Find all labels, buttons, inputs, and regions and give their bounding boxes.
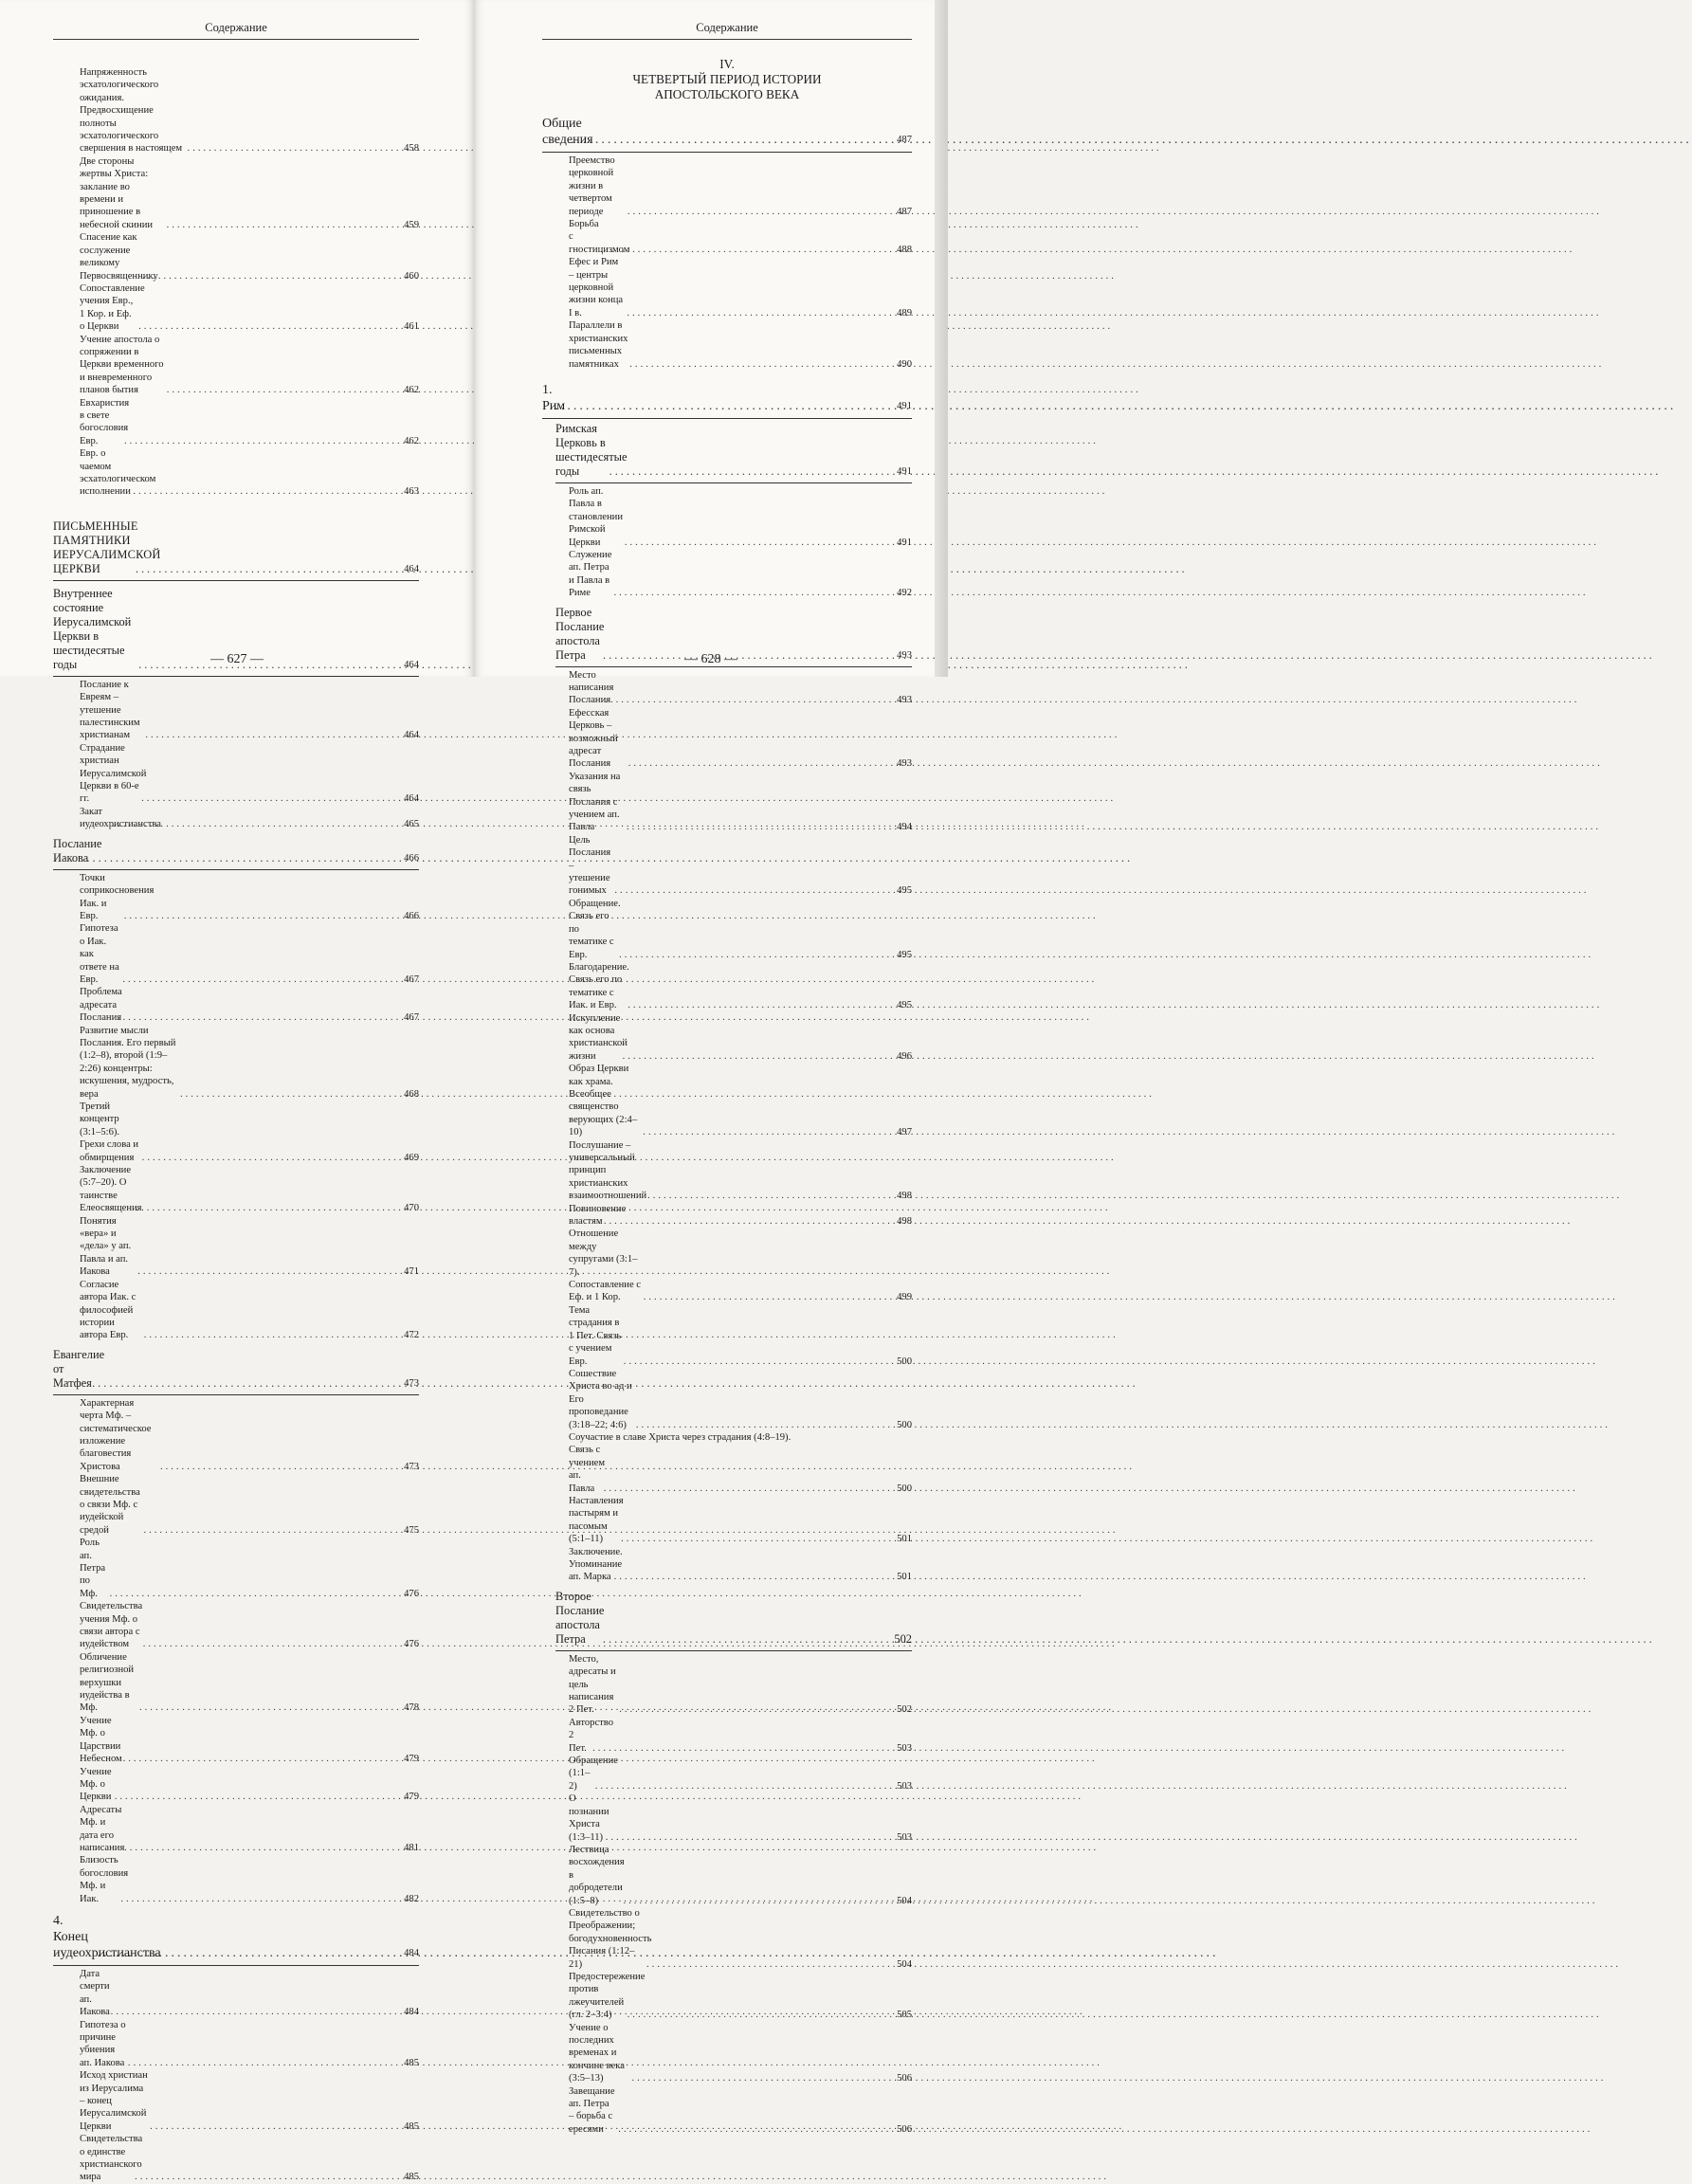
page-number: 502 [894,1631,912,1646]
toc-entry[interactable]: Евр. о чаемом эсхатологическом исполнении ..... 463 [53,447,419,499]
leader-dots [625,821,889,833]
leader-dots [133,2171,396,2183]
toc-entry[interactable]: Гипотеза о причине убиения ап. Иакова ..... 485 [53,2019,419,2070]
leader-dots [628,358,889,371]
toc-entry[interactable]: Учение о последних временах и кончине века (3:5–13) ..... 506 [542,2022,912,2085]
page-number: 487 [897,206,912,217]
toc-entry[interactable]: Дата смерти ап. Иакова ..... 484 [53,1968,419,2019]
left-page [0,0,474,2183]
toc-entry[interactable]: Развитие мысли Послания. Его первый (1:2–8), второй (1:9–2:26) концентры: искушения, мудрость, вера ..... 468 [53,1025,419,1101]
toc-chapter[interactable]: Общие сведения ..... 487 [542,116,912,148]
leader-dots [122,435,396,447]
leader-dots [593,1780,889,1793]
toc-entry[interactable]: Гипотеза о Иак. как ответе на Евр. ..... 467 [53,922,419,986]
page-number: 471 [404,1266,419,1278]
toc-entry[interactable]: Место, адресаты и цель написания 2 Пет. ..... 502 [542,1653,912,1717]
toc-entry[interactable]: Авторство 2 Пет. ..... 503 [542,1717,912,1755]
toc-chapter[interactable]: ПИСЬМЕННЫЕ ПАМЯТНИКИ ИЕРУСАЛИМСКОЙ ЦЕРКВИ ..... 464 [53,519,419,576]
toc-entry[interactable]: Сопоставление учения Евр., 1 Кор. и Еф. о Церкви ..... 461 [53,282,419,334]
toc-entry[interactable]: Сошествие Христа во ад и Его проповедание (3:18–22; 4:6) ..... 500 [542,1368,912,1431]
leader-dots [142,1329,396,1341]
toc-entry[interactable]: Наставления пастырям и пасомым (5:1–11) ..... 501 [542,1495,912,1546]
toc-entry[interactable]: Закат иудеохристианства ..... 465 [53,806,419,831]
page-number: 487 [897,135,912,145]
page-number: 503 [897,1742,912,1754]
page-number: 475 [404,1524,419,1536]
leader-dots [139,792,396,805]
toc-entry[interactable]: Благодарение. Связь его по тематике с Иак. и Евр. ..... 495 [542,961,912,1012]
page-number: 468 [404,1088,419,1100]
page-number: 470 [404,1203,419,1214]
toc-chapter[interactable]: 1. Рим ..... 491 [542,382,912,414]
toc-entry[interactable]: Свидетельства учения Мф. о связи автора с иудейством ..... 476 [53,1600,419,1651]
page-number: 466 [404,910,419,921]
toc-entry[interactable]: Две стороны жертвы Христа: заклание во времени и приношение в небесной скинии ..... 459 [53,155,419,231]
toc-entry[interactable]: Евхаристия в свете богословия Евр. ..... 462 [53,397,419,448]
leader-dots [612,884,889,897]
leader-dots [626,206,889,218]
page-number: 462 [404,435,419,446]
running-head: Содержание [53,21,419,40]
leader-dots [96,1945,397,1961]
leader-dots [79,851,396,865]
leader-dots [621,1895,889,1907]
page-number: 484 [404,1947,419,1958]
section-rule [542,152,912,153]
toc-list [53,66,419,2184]
leader-dots [617,949,889,961]
toc-entry[interactable]: Завещание ап. Петра – борьба с ересями ..... 506 [542,2085,912,2137]
page-number: 493 [897,695,912,706]
page-number: 504 [897,1958,912,1970]
toc-entry[interactable]: Борьба с гностицизмом ..... 488 [542,218,912,256]
leader-dots [619,1533,889,1545]
page-number: 492 [897,588,912,599]
leader-dots [553,398,889,414]
toc-entry[interactable]: Характерная черта Мф. – систематическое изложение благовестия Христова ..... 473 [53,1397,419,1473]
leader-dots [109,2006,396,2018]
page-number: 464 [404,793,419,805]
toc-entry[interactable]: Свидетельства о единстве христианского мира ..... 485 [53,2133,419,2184]
leader-dots [626,2009,889,2021]
leader-dots [148,2120,396,2133]
toc-entry[interactable]: Тема страдания в 1 Пет. Связь с учением Евр. ..... 500 [542,1304,912,1368]
toc-entry[interactable]: Роль ап. Павла в становлении Римской Церкви ..... 491 [542,485,912,549]
section-rule [53,580,419,581]
leader-dots [140,1152,396,1164]
toc-section[interactable]: Евангелие от Матфея ..... 473 [53,1348,419,1391]
toc-entry[interactable]: Обличение религиозной верхушки иудейства в Мф. ..... 478 [53,1651,419,1715]
page-number: 488 [897,244,912,255]
leader-dots [134,562,396,576]
page-number: 466 [404,852,419,864]
page-edge [935,0,948,677]
leader-dots [596,1215,889,1228]
toc-section[interactable]: Послание Иакова ..... 466 [53,837,419,865]
toc-list [542,57,912,2136]
page-number: 463 [404,486,419,498]
toc-entry[interactable]: Внешние свидетельства о связи Мф. с иудейской средой ..... 475 [53,1473,419,1537]
page-number: 490 [897,358,912,370]
toc-entry[interactable]: Служение ап. Петра и Павла в Риме ..... 492 [542,549,912,600]
leader-dots [165,384,396,396]
page-number: 498 [897,1216,912,1228]
page-number: 458 [404,143,419,155]
page-number: 462 [404,385,419,396]
toc-entry[interactable]: Послушание – универсальный принцип христианских взаимоотношений ..... 498 [542,1139,912,1203]
leader-dots [622,1356,889,1368]
toc-entry[interactable]: Близость богословия Мф. и Иак. ..... 482 [53,1854,419,1905]
page-number: 464 [404,563,419,574]
page-number: 467 [404,1012,419,1024]
page-number: 467 [404,974,419,985]
toc-entry[interactable]: Роль ап. Петра по Мф. ..... 476 [53,1537,419,1600]
toc-entry[interactable]: Место написания Послания ..... 493 [542,669,912,707]
page-number: 485 [404,2172,419,2183]
leader-dots [140,270,396,282]
leader-dots [126,2057,396,2069]
page-number: 472 [404,1330,419,1341]
page-number: 501 [897,1534,912,1545]
page-number: 500 [897,1483,912,1494]
page-folio: — 627 — [210,652,264,666]
page-number: 495 [897,949,912,960]
toc-chapter[interactable]: 4. Конец иудеохристианства ..... 484 [53,1913,419,1961]
leader-dots [629,2072,889,2084]
toc-entry[interactable]: Обращение. Связь его по тематике с Евр. ..... 495 [542,898,912,961]
page-number: 496 [897,1050,912,1062]
toc-entry[interactable]: Связь с учением ап. Павла ..... 500 [542,1444,912,1495]
page-number: 500 [897,1419,912,1430]
leader-dots [143,729,396,741]
leader-dots [616,2123,889,2136]
page-folio: — 628 — [684,652,737,666]
leader-dots [625,307,889,319]
leader-dots [141,1524,396,1537]
toc-entry[interactable]: Учение апостола о сопряжении в Церкви временного и вневременного планов бытия ..... 462 [53,334,419,397]
leader-dots [120,974,396,986]
leader-dots [136,1265,396,1278]
toc-entry[interactable]: Исход христиан из Иерусалима – конец Иерусалимской Церкви ..... 485 [53,2069,419,2133]
page-number: 505 [897,2010,912,2021]
toc-entry[interactable]: Третий концентр (3:1–5:6). Грехи слова и обмирщения ..... 469 [53,1101,419,1164]
page-number: 493 [897,649,912,661]
leader-dots [617,1703,889,1716]
leader-dots [137,1702,396,1714]
section-rule [542,418,912,419]
leader-dots [118,1893,396,1905]
page-number: 478 [404,1702,419,1714]
page-number: 482 [404,1893,419,1904]
toc-entry[interactable]: Спасение как сослужение великому Первосвященнику ..... 460 [53,231,419,282]
section-rule [555,482,912,483]
toc-entry[interactable]: Заключение (5:7–20). О таинстве Елеосвящения ..... 470 [53,1164,419,1215]
page-number: 495 [897,885,912,897]
page-number: 489 [897,307,912,318]
leader-dots [621,1050,889,1063]
page-number: 506 [897,2123,912,2135]
leader-dots [612,1571,889,1583]
page-number: 501 [897,1572,912,1583]
toc-entry[interactable]: Страдание христиан Иерусалимской Церкви в 60-е гг. ..... 464 [53,742,419,806]
leader-dots [136,320,396,333]
leader-dots [608,464,889,479]
page-number: 493 [897,758,912,770]
toc-entry[interactable]: Заключение. Упоминание ап. Марка ..... 501 [542,1546,912,1584]
page-number: 485 [404,2120,419,2132]
page-number: 503 [897,1780,912,1792]
toc-entry[interactable]: Проблема адресата Послания ..... 467 [53,986,419,1024]
toc-entry[interactable]: Цель Послания – утешение гонимых ..... 495 [542,834,912,898]
toc-entry[interactable]: Свидетельство о Преображении; богодухновенность Писания (1:12–21) ..... 504 [542,1907,912,1971]
leader-dots [627,757,889,770]
page-number: 491 [897,465,912,477]
page-number: 495 [897,1000,912,1011]
leader-dots [122,1842,396,1854]
toc-entry[interactable]: Искупление как основа христианской жизни ..... 496 [542,1012,912,1064]
toc-section[interactable]: Первое Послание апостола Петра ..... 493 [542,606,912,663]
toc-entry[interactable]: Понятия «вера» и «дела» у ап. Павла и ап. Иакова ..... 471 [53,1215,419,1279]
leader-dots [131,485,396,498]
leader-dots [134,1202,396,1214]
page-number: 479 [404,1792,419,1803]
leader-dots [634,1419,889,1431]
leader-dots [645,1958,889,1971]
toc-section[interactable]: Внутреннее состояние Иерусалимской Церкви в шестидесятые годы ..... 464 [53,587,419,672]
page-number: 476 [404,1639,419,1650]
leader-dots [598,244,889,256]
leader-dots [107,1791,396,1803]
leader-dots [603,694,889,706]
leader-dots [569,132,889,148]
page-number: 469 [404,1152,419,1163]
page-number: 484 [404,2007,419,2018]
toc-entry[interactable]: Адресаты Мф. и дата его написания ..... 481 [53,1804,419,1855]
toc-entry[interactable]: Ефесская Церковь – возможный адресат Послания ..... 493 [542,707,912,771]
toc-entry[interactable]: Послание к Евреям – утешение палестинским христианам ..... 464 [53,679,419,742]
page-number: 479 [404,1754,419,1765]
section-rule [53,676,419,677]
page-number: 498 [897,1191,912,1202]
toc-entry[interactable]: Преемство церковной жизни в четвертом периоде ..... 487 [542,155,912,218]
leader-dots [641,1126,889,1138]
toc-entry[interactable]: Напряженность эсхатологического ожидания. Предвосхищение полноты эсхатологического свершения в настоящем ..... 458 [53,66,419,155]
leader-dots [116,1011,396,1024]
leader-dots [642,1291,889,1303]
toc-entry[interactable]: Образ Церкви как храма. Всеобщее священство верующих (2:4–10) ..... 497 [542,1063,912,1138]
leader-dots [626,999,889,1011]
page-number: 506 [897,2073,912,2084]
page-number: 465 [404,819,419,830]
leader-dots [111,818,396,830]
leader-dots [178,1088,396,1101]
right-page [474,0,948,2135]
leader-dots [122,910,396,922]
leader-dots [612,587,890,599]
page-number: 491 [897,400,912,411]
page-number: 473 [404,1377,419,1389]
page-number: 504 [897,1895,912,1906]
toc-entry[interactable]: Отношение между супругами (3:1–7). Сопоставление с Еф. и 1 Кор. ..... 499 [542,1228,912,1303]
toc-entry[interactable]: Обращение (1:1–2) ..... 503 [542,1755,912,1793]
leader-dots [602,1483,889,1495]
page-number: 502 [897,1704,912,1716]
leader-dots [604,1831,889,1844]
toc-entry[interactable]: Ефес и Рим – центры церковной жизни конца I в. ..... 489 [542,256,912,319]
page-number: 494 [897,822,912,833]
page-number: 460 [404,270,419,282]
running-head: Содержание [542,21,912,40]
section-rule [53,1394,419,1395]
toc-entry[interactable]: Учение Мф. о Царствии Небесном ..... 479 [53,1715,419,1766]
toc-entry[interactable]: Параллели в христианских письменных памятниках ..... 490 [542,319,912,371]
leader-dots [591,1742,889,1755]
page-number: 500 [897,1356,912,1367]
page-number: 497 [897,1127,912,1138]
leader-dots [186,142,396,155]
part-heading: IV. ЧЕТВЕРТЫЙ ПЕРИОД ИСТОРИИ АПОСТОЛЬСКОГО ВЕКА [632,57,822,101]
toc-entry[interactable]: Повиновение властям ..... 498 [542,1203,912,1228]
page-number: 464 [404,730,419,741]
page-number: 459 [404,219,419,230]
page-number: 481 [404,1842,419,1853]
leader-dots [121,1753,396,1765]
leader-dots [165,219,396,231]
page-number: 464 [404,659,419,670]
leader-dots [623,537,889,549]
leader-dots [646,1190,889,1202]
leader-dots [108,1588,396,1600]
toc-entry[interactable]: Точки соприкосновения Иак. и Евр. ..... 466 [53,872,419,923]
page-number: 503 [897,1831,912,1843]
page-number: 499 [897,1292,912,1303]
toc-entry[interactable]: Соучастие в славе Христа через страдания (4:8–19). [569,1431,791,1443]
section-rule [53,1965,419,1966]
leader-dots [158,1461,396,1473]
page-number: 461 [404,321,419,333]
page-number: 476 [404,1588,419,1599]
section-rule [555,1650,912,1651]
toc-entry[interactable]: О познании Христа (1:3–11) ..... 503 [542,1793,912,1844]
section-rule [53,869,419,870]
toc-entry[interactable]: Предостережение против лжеучителей (гл. 2–3:4) ..... 505 [542,1971,912,2022]
leader-dots [141,1638,396,1650]
page-number: 485 [404,2057,419,2068]
toc-section[interactable]: Второе Послание апостола Петра ..... 502 [542,1590,912,1647]
page-number: 491 [897,537,912,548]
toc-entry[interactable]: Согласие автора Иак. с философией истории автора Евр. ..... 472 [53,1279,419,1342]
toc-entry[interactable]: Учение Мф. о Церкви ..... 479 [53,1766,419,1804]
toc-entry[interactable]: Лествица восхождения в добродетели (1:5–8) ..... 504 [542,1844,912,1907]
leader-dots [84,1376,396,1391]
toc-entry[interactable]: Указания на связь Послания с учением ап. Павла ..... 494 [542,771,912,834]
leader-dots [601,1632,889,1647]
page-number: 473 [404,1461,419,1472]
toc-section[interactable]: Римская Церковь в шестидесятые годы ..... 491 [542,422,912,479]
